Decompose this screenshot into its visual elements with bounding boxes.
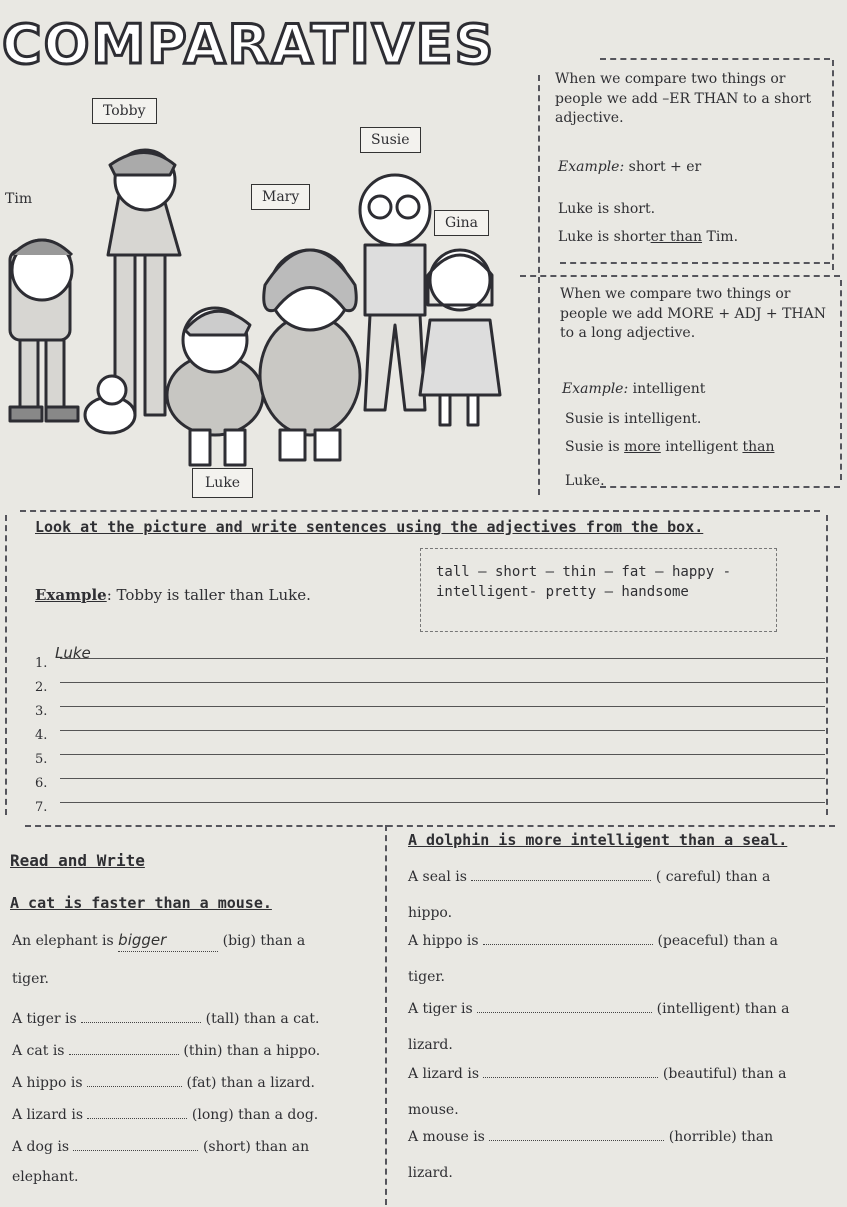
line-number: 2. [35, 680, 48, 695]
item-text: A dog is [12, 1139, 70, 1155]
answer-line-6[interactable] [60, 778, 825, 779]
answer-blank[interactable] [81, 1022, 201, 1023]
item-text: A hippo is [408, 933, 479, 949]
divider [538, 75, 540, 495]
item-text: (beautiful) than a [662, 1066, 787, 1082]
sentence-part: Luke is short [558, 229, 651, 245]
answer-blank[interactable]: bigger [118, 930, 218, 952]
task2-heading: Read and Write [10, 851, 145, 870]
left-item-4 [12, 1074, 315, 1094]
rule2-sentence1: Susie is intelligent. [565, 411, 702, 427]
rule2-sentence2 [565, 438, 774, 458]
item-text: hippo. [408, 904, 453, 921]
handwritten-answer: Luke [55, 644, 91, 662]
item-text: (long) than a dog. [191, 1107, 319, 1123]
item-text: tiger. [12, 971, 49, 987]
task2-left-example: A cat is faster than a mouse. [10, 894, 272, 912]
answer-lines [35, 640, 830, 815]
item-text: tiger. [408, 968, 445, 985]
answer-blank[interactable] [87, 1086, 182, 1087]
item-text: elephant. [12, 1168, 79, 1185]
example-label: Example [35, 586, 107, 604]
name-label-mary: Mary [251, 184, 310, 210]
item-text: mouse. [408, 1101, 459, 1118]
rule-short-adjective: When we compare two things or people we add –ER THAN to a short adjective. [555, 71, 812, 127]
sentence-part: Tim. [702, 229, 739, 245]
name-label-susie: Susie [360, 127, 421, 153]
left-item-3 [12, 1042, 320, 1062]
right-item-3 [408, 1000, 846, 1055]
item-text: lizard. [408, 1036, 453, 1053]
item-text: A tiger is [12, 1011, 77, 1027]
answer-line-2[interactable] [60, 682, 825, 683]
example-text: : Tobby is taller than Luke. [106, 586, 311, 604]
divider [832, 60, 834, 270]
adjective-box-line1: tall – short – thin – fat – happy - [436, 564, 732, 580]
sentence-part: intelligent [660, 439, 743, 455]
answer-line-5[interactable] [60, 754, 825, 755]
left-item-1 [12, 930, 382, 990]
sentence-underlined: more [624, 439, 661, 455]
children-illustration [0, 95, 520, 515]
column-divider [385, 825, 387, 1205]
divider [600, 486, 840, 488]
line-number: 5. [35, 752, 48, 767]
divider [600, 58, 830, 60]
right-item-5 [408, 1128, 846, 1183]
answer-blank[interactable] [69, 1054, 179, 1055]
divider [20, 510, 820, 512]
adjective-box [420, 548, 777, 632]
line-number: 7. [35, 800, 48, 815]
item-text: ( careful) than a [655, 869, 771, 885]
name-label-luke: Luke [192, 468, 253, 498]
item-text: (peaceful) than a [657, 933, 779, 949]
right-item-2 [408, 932, 838, 987]
answer-blank[interactable] [489, 1140, 664, 1141]
name-label-tim: Tim [5, 191, 33, 207]
mary-figure [260, 315, 360, 435]
divider [25, 825, 835, 827]
line-number: 3. [35, 704, 48, 719]
item-text: An elephant is [12, 933, 114, 949]
rule1-sentence1: Luke is short. [558, 201, 656, 217]
sentence-underlined: er than [650, 229, 703, 245]
divider [840, 280, 842, 480]
answer-blank[interactable] [471, 880, 651, 881]
example-2 [562, 380, 705, 400]
answer-line-4[interactable] [60, 730, 825, 731]
right-item-1 [408, 868, 838, 923]
answer-blank[interactable] [477, 1012, 652, 1013]
gina-figure [430, 250, 490, 310]
left-item-6 [12, 1138, 382, 1187]
item-text: A lizard is [408, 1066, 480, 1082]
answer-blank[interactable] [73, 1150, 198, 1151]
item-text: (thin) than a hippo. [183, 1043, 321, 1059]
item-text: (horrible) than [668, 1129, 774, 1145]
example-label: Example: [562, 381, 629, 397]
sentence-underlined: than [742, 439, 775, 455]
example-label: Example: [558, 159, 625, 175]
example-1 [558, 158, 701, 178]
answer-blank[interactable] [483, 944, 653, 945]
item-text: (fat) than a lizard. [186, 1075, 316, 1091]
adjective-box-line2: intelligent- pretty – handsome [436, 584, 689, 600]
divider [5, 515, 7, 815]
answer-blank[interactable] [87, 1118, 187, 1119]
right-item-4 [408, 1065, 846, 1120]
item-text: A mouse is [408, 1129, 485, 1145]
item-text: (big) than a [222, 933, 306, 949]
sentence-part: Susie is [565, 439, 625, 455]
line-number: 6. [35, 776, 48, 791]
item-text: A hippo is [12, 1075, 83, 1091]
item-text: A lizard is [12, 1107, 84, 1123]
answer-line-7[interactable] [60, 802, 825, 803]
example-word: intelligent [632, 381, 706, 397]
task2-right-example: A dolphin is more intelligent than a seal. [408, 831, 788, 849]
rule1-sentence2 [558, 228, 738, 248]
answer-line-3[interactable] [60, 706, 825, 707]
rule2-sentence2-end: Luke. [565, 473, 605, 489]
item-text: (short) than an [202, 1139, 310, 1155]
name-label-gina: Gina [434, 210, 489, 236]
answer-blank[interactable] [483, 1077, 658, 1078]
item-text: lizard. [408, 1164, 453, 1181]
divider [560, 262, 830, 264]
answer-line-1[interactable] [60, 658, 825, 659]
name-label-tobby: Tobby [92, 98, 157, 124]
line-number: 1. [35, 656, 48, 671]
item-text: (tall) than a cat. [205, 1011, 320, 1027]
rule-long-adjective: When we compare two things or people we add MORE + ADJ + THAN to a long adjective. [560, 286, 826, 342]
example-word: short + er [628, 159, 702, 175]
item-text: (intelligent) than a [656, 1001, 790, 1017]
divider [520, 275, 840, 277]
item-text: A tiger is [408, 1001, 473, 1017]
left-item-2 [12, 1010, 319, 1030]
task1-example [35, 585, 311, 606]
left-item-5 [12, 1106, 318, 1126]
line-number: 4. [35, 728, 48, 743]
page-title: COMPARATIVES [2, 13, 496, 76]
item-text: A seal is [408, 869, 467, 885]
task1-instruction: Look at the picture and write sentences using the adjectives from the box. [35, 518, 704, 536]
item-text: A cat is [12, 1043, 65, 1059]
